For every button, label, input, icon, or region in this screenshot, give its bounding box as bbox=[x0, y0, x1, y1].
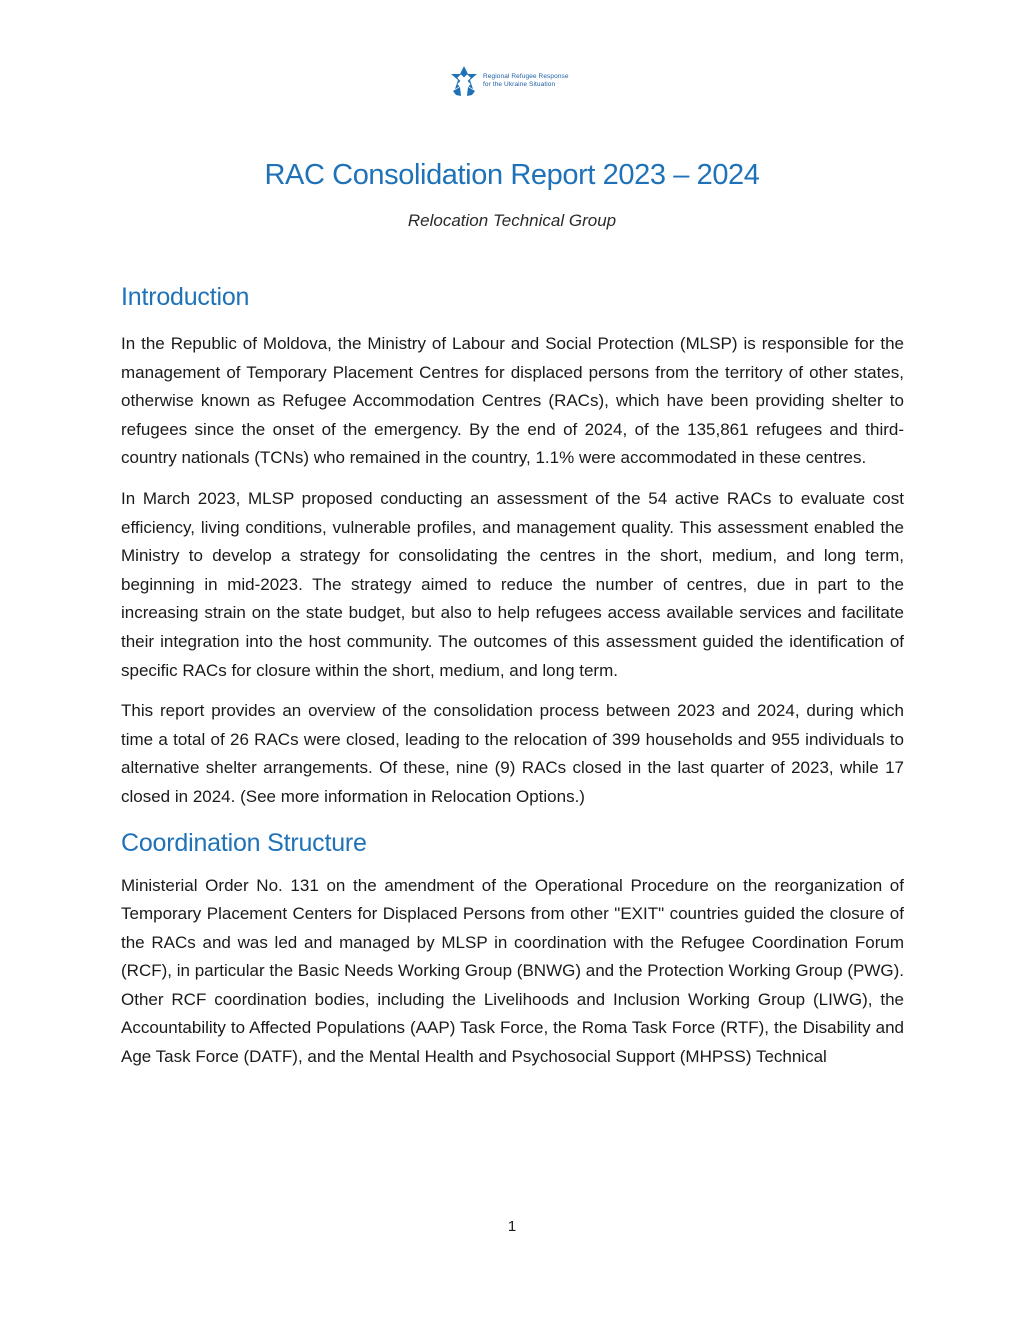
intro-paragraph-1: In the Republic of Moldova, the Ministry of Labour and Social Protection (MLSP) is responsible for the management of Temporary Placement Centres for displaced persons from the territory of other states, otherwise known as Refugee Accommodation Centres (RACs), which have been providing shelter to refugees since the onset of the emergency. By the end of 2024, of the 135,861 refugees and third-country nationals (TCNs) who remained in the country, 1.1% were accommodated in these centres. bbox=[121, 334, 904, 468]
document-title: RAC Consolidation Report 2023 – 2024 bbox=[264, 159, 760, 191]
logo-line-1: Regional Refugee Response bbox=[483, 73, 569, 80]
logo-line-2: for the Ukraine Situation bbox=[483, 81, 556, 88]
rrp-star-logo-icon bbox=[449, 65, 479, 97]
section-heading-introduction: Introduction bbox=[121, 283, 250, 311]
document-subtitle: Relocation Technical Group bbox=[407, 211, 617, 230]
section-heading-coordination-structure: Coordination Structure bbox=[121, 828, 367, 857]
header-logo bbox=[449, 63, 579, 99]
document-body bbox=[121, 280, 904, 1072]
page-number: 1 bbox=[507, 1218, 517, 1235]
intro-paragraph-2: In March 2023, MLSP proposed conducting an assessment of the 54 active RACs to evaluate cost efficiency, living conditions, vulnerable profiles, and management quality. This assessment enabled the Ministry to develop a strategy for consolidating the centres in the short, medium, and long term, beginning in mid-2023. The strategy aimed to reduce the number of centres, due in part to the increasing strain on the state budget, but also to help refugees access available services and facilitate their integration into the host community. The outcomes of this assessment guided the identification of specific RACs for closure within the short, medium, and long term. bbox=[121, 488, 904, 680]
logo-text bbox=[483, 73, 569, 89]
coordination-paragraph-1: Ministerial Order No. 131 on the amendment of the Operational Procedure on the reorganization of Temporary Placement Centers for Displaced Persons from other "EXIT" countries guided the closure of the RACs and was led and managed by MLSP in coordination with the Refugee Coordination Forum (RCF), in particular the Basic Needs Working Group (BNWG) and the Protection Working Group (PWG). Other RCF coordination bodies, including the Livelihoods and Inclusion Working Group (LIWG), the Accountability to Affected Populations (AAP) Task Force, the Roma Task Force (RTF), the Disability and Age Task Force (DATF), and the Mental Health and Psychosocial Support (MHPSS) Technical bbox=[121, 875, 904, 1067]
intro-paragraph-3: This report provides an overview of the consolidation process between 2023 and 2024, during which time a total of 26 RACs were closed, leading to the relocation of 399 households and 955 individuals to alternative shelter arrangements. Of these, nine (9) RACs closed in the last quarter of 2023, while 17 closed in 2024. (See more information in Relocation Options.) bbox=[121, 701, 904, 806]
